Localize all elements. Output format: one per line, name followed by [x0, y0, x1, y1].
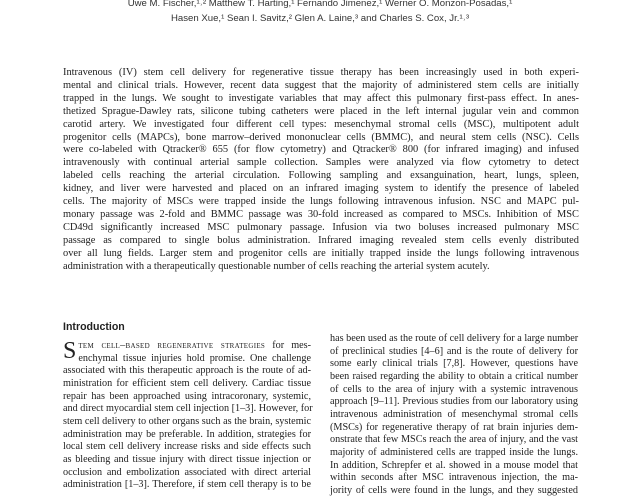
abstract-line: mental and clinical trials. However, recent data suggest that the majority of administered stem cells are initially [63, 79, 579, 91]
intro-line: occlusion and embolization associated with direct arterial [63, 466, 311, 478]
abstract-line: intravenously with continual arterial sample collection. Samples were analyzed via flow cytometry to detect [63, 157, 579, 169]
author-line-1: Uwe M. Fischer,¹˒² Matthew T. Harting,¹ Fernando Jimenez,¹ Werner O. Monzon-Posadas,¹ [127, 0, 513, 9]
intro-line: local stem cell delivery increase risks and side effects such [63, 441, 311, 453]
abstract-line: over all lung fields. Larger stem and progenitor cells are initially trapped inside the lungs following intravenous [63, 247, 579, 259]
abstract-line: monary passage was 2-fold and BMMC passage was 30-fold increased as compared to MSCs. Inhibition of MSC [63, 208, 579, 220]
abstract-line: cells. The majority of MSCs were trapped inside the lungs following intravenous infusion. NSC and MAPC pul- [63, 196, 579, 208]
intro-line: ministration for efficient stem cell delivery. Cardiac tissue [63, 377, 311, 389]
intro-line: administration may be preferable. In addition, strategies for [63, 428, 311, 440]
abstract-line: kidney, and liver were harvested and placed on an infrared imaging system to identify the presence of labeled [63, 183, 579, 195]
intro-line: as bleeding and tissue injury with direct tissue injection or [63, 453, 311, 465]
abstract-line: CD49d significantly increased MSC pulmonary passage. Infusion via two boluses increased pulmonary MSC [63, 221, 579, 233]
intro-line: been raised regarding the ability to obtain a critical number [330, 370, 578, 382]
intro-line: enchymal tissue injuries hold promise. One challenge [78, 352, 311, 364]
abstract-line: Intravenous (IV) stem cell delivery for regenerative tissue therapy has been increasingly used in both experi- [63, 67, 579, 78]
intro-lead-in: tem cell–based regenerative strategies [78, 340, 266, 351]
abstract-line: carotid artery. We investigated four different cell types: mesenchymal stromal cells (MSC), multipotent adult [63, 118, 579, 130]
abstract-line: administration with a therapeutically questionable number of cells reaching the arterial system acutely. [63, 260, 490, 272]
intro-right-column [330, 333, 578, 498]
intro-line: approach [9–11]. Previous studies from our laboratory using [330, 396, 578, 408]
intro-line: repair has been approached using intracoronary, systemic, [63, 390, 311, 402]
intro-line: within seconds after MSC intravenous injection, the ma- [330, 472, 578, 484]
author-line-2: Hasen Xue,¹ Sean I. Savitz,² Glen A. Laine,³ and Charles S. Cox, Jr.¹˒³ [170, 13, 470, 24]
intro-left-column [63, 340, 311, 492]
abstract-line: labeled cells reaching the arterial circulation. Following sampling and exsanguination, heart, lungs, spleen, [63, 170, 579, 182]
intro-line: intravenous administration of mesenchymal stromal cells [330, 408, 578, 420]
intro-line: and direct myocardial stem cell injection [1–3]. However, for [63, 403, 313, 415]
intro-line: administration [1–3]. Therefore, if stem cell therapy is to be [63, 479, 311, 491]
drop-cap: S [63, 338, 77, 364]
abstract-line: progenitor cells (MAPCs), bone marrow–derived mononuclear cells (BMMC), and neural stem cells (NSC). Cells [63, 131, 579, 143]
intro-line: has been used as the route of cell delivery for a large number [330, 333, 579, 344]
intro-line: of cells to the area of injury with a systemic intravenous [330, 383, 578, 395]
intro-lead-in-rest: for mes- [265, 340, 311, 351]
intro-line: associated with this therapeutic approach is the route of ad- [63, 365, 311, 377]
intro-line: stem cell delivery to other organs such as the brain, systemic [63, 415, 311, 427]
intro-line: onstrate that few MSCs reach the area of injury, and the vast [330, 434, 578, 446]
intro-line: majority of administered cells are trapped inside the lungs. [330, 446, 578, 458]
intro-line: In addition, Schrepfer et al. showed in a mouse model that [330, 459, 578, 471]
abstract-line: trapped in the lungs. We sought to investigate variables that may affect this pulmonary first-pass effect. In anes- [63, 92, 579, 104]
abstract-line: thetized Sprague-Dawley rats, silicone tubing catheters were placed in the left internal jugular vein and common [63, 105, 579, 117]
abstract [63, 67, 579, 274]
abstract-line: passage as compared to single bolus administration. Infrared imaging revealed stem cells evenly distributed [63, 234, 579, 246]
abstract-line: were co-labeled with Qtracker® 655 (for flow cytometry) and Qtracker® 800 (for infrared imaging) and infused [63, 144, 579, 156]
intro-line: some early clinical trials [7,8]. However, questions have [330, 358, 578, 370]
section-heading-introduction: Introduction [63, 321, 125, 333]
intro-line: of preclinical studies [4–6] and is the route of delivery for [330, 345, 578, 357]
intro-line: jority of cells were found in the lungs, and they suggested [330, 484, 578, 496]
intro-first-line [63, 340, 311, 353]
author-list [0, 0, 640, 26]
intro-line: (MSCs) for regenerative therapy of rat brain injuries dem- [330, 421, 578, 433]
